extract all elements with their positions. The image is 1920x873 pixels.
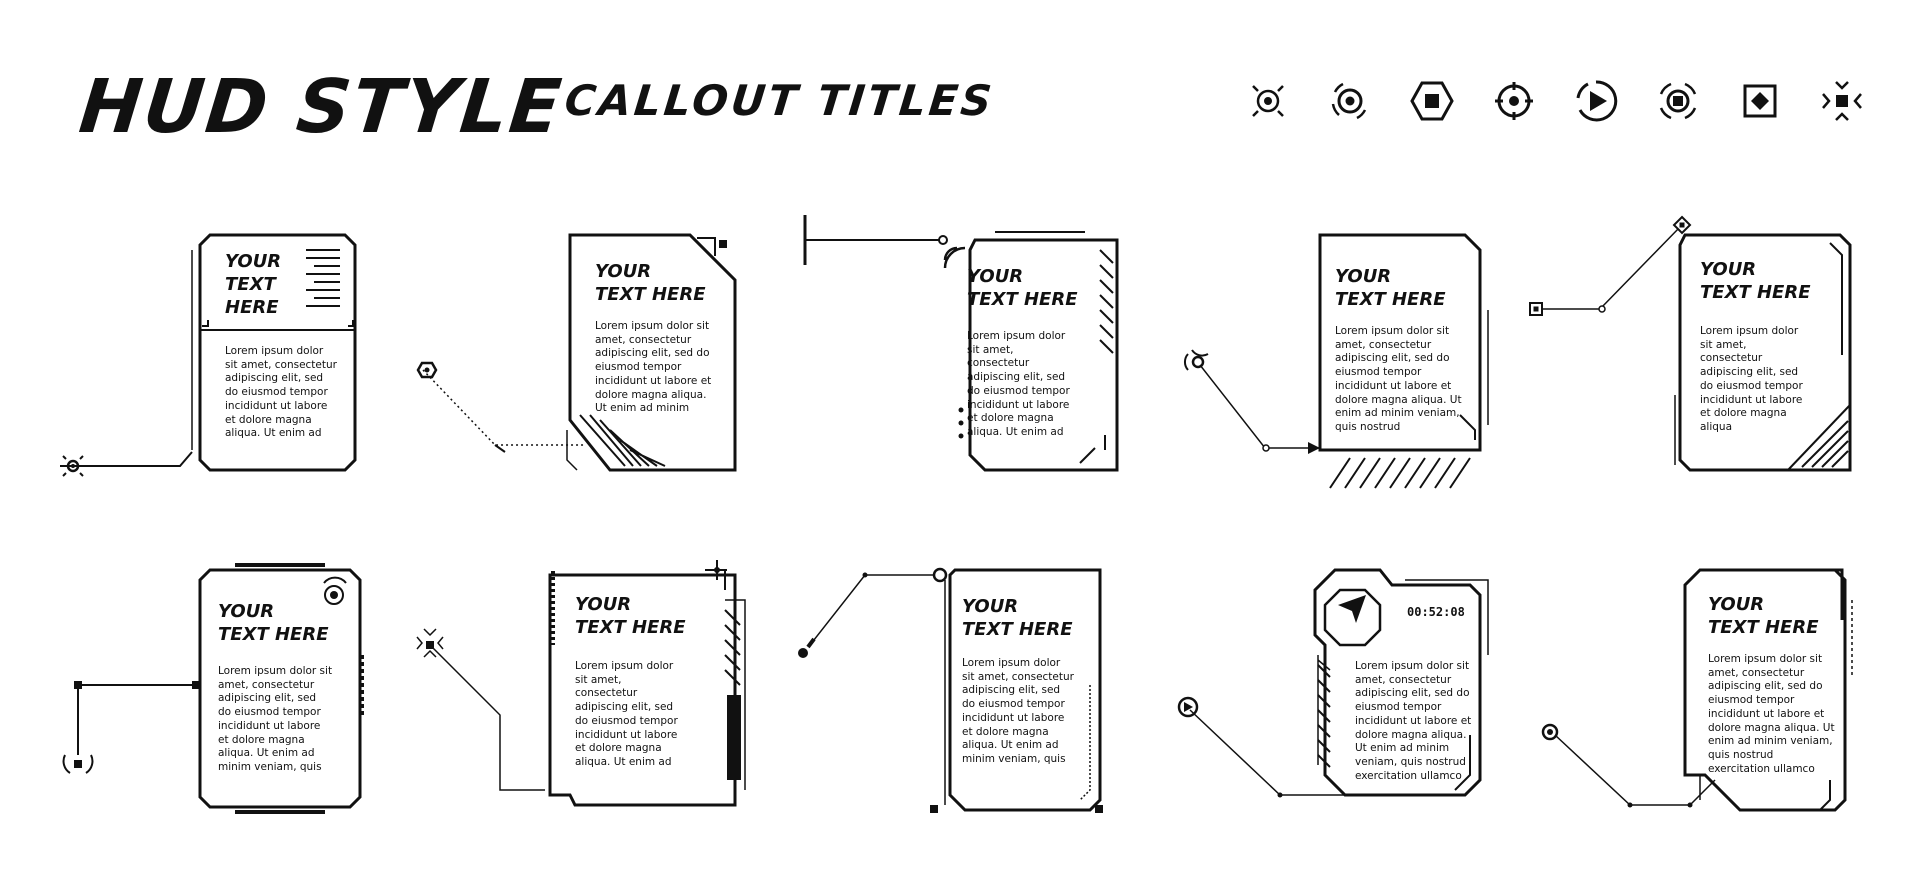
callout-1 [60,230,370,480]
callout-5-frame [1530,215,1865,475]
callout-3-body: Lorem ipsum dolor sit amet, consectetur adipiscing elit, sed do eiusmod tempor incididunt ut labore et dolore magna aliqua. Ut enim ad [967,330,1070,438]
circle-dot-icon [1327,78,1373,124]
play-circle-icon [1573,78,1619,124]
callout-2-body: Lorem ipsum dolor sit amet, consectetur adipiscing elit, sed do eiusmod tempor incididunt ut labore et dolore magna aliqua. Ut enim ad minim [595,320,712,415]
callout-6-heading: YOUR TEXT HERE [218,601,329,645]
target-reticle-icon [1245,78,1291,124]
signal-circle-icon [1655,78,1701,124]
callout-7-body: Lorem ipsum dolor sit amet, consectetur adipiscing elit, sed do eiusmod tempor incididunt ut labore et dolore magna aliqua. Ut enim ad [575,660,678,768]
hexagon-square-icon [1409,78,1455,124]
callout-9-body: Lorem ipsum dolor sit amet, consectetur adipiscing elit, sed do eiusmod tempor incididunt ut labore et dolore magna aliqua. Ut enim ad minim veniam, quis nostrud exercitation ullamco [1355,660,1472,782]
callout-7 [415,565,755,815]
callout-5-body: Lorem ipsum dolor sit amet, consectetur adipiscing elit, sed do eiusmod tempor incididunt ut labore et dolore magna aliqua [1700,325,1803,433]
callout-4-heading: YOUR TEXT HERE [1335,266,1446,310]
callout-5-heading: YOUR TEXT HERE [1700,259,1811,303]
callout-3-frame [795,210,1130,485]
callout-6-body: Lorem ipsum dolor sit amet, consectetur adipiscing elit, sed do eiusmod tempor incididunt ut labore et dolore magna aliqua. Ut enim ad minim veniam, quis [218,665,333,773]
icon-row [1245,78,1865,124]
callout-8-frame [790,565,1130,820]
callout-8-heading: YOUR TEXT HERE [962,596,1073,640]
callout-3-heading: YOUR TEXT HERE [967,266,1078,310]
callout-1-body: Lorem ipsum dolor sit amet, consectetur adipiscing elit, sed do eiusmod tempor incididunt ut labore et dolore magna aliqua. Ut enim ad [225,345,337,440]
diamond-square-icon [1737,78,1783,124]
callout-3 [795,210,1130,485]
callout-1-heading: YOUR TEXT HERE [225,251,282,318]
arrows-center-icon [1819,78,1865,124]
circle-crosshair-icon [1491,78,1537,124]
callout-9 [1170,565,1510,815]
callout-2 [415,230,755,480]
callout-10 [1530,565,1865,820]
callout-8-body: Lorem ipsum dolor sit amet, consectetur adipiscing elit, sed do eiusmod tempor incididunt ut labore et dolore magna aliqua. Ut enim ad minim veniam, quis [962,657,1074,765]
callout-9-timer: 00:52:08 [1407,605,1465,619]
callout-6 [60,565,370,815]
callout-4 [1170,230,1510,490]
callout-10-body: Lorem ipsum dolor sit amet, consectetur adipiscing elit, sed do eiusmod tempor incididunt ut labore et dolore magna aliqua. Ut enim ad minim veniam, quis nostrud exercitation ullamco [1708,653,1835,775]
callout-8 [790,565,1130,820]
callout-10-heading: YOUR TEXT HERE [1708,594,1819,638]
callout-4-body: Lorem ipsum dolor sit amet, consectetur adipiscing elit, sed do eiusmod tempor incididunt ut labore et dolore magna aliqua. Ut enim ad minim veniam, quis nostrud [1335,325,1462,433]
page-title: HUD STYLE [75,64,567,150]
page-subtitle: CALLOUT TITLES [562,76,997,125]
callout-5 [1530,215,1865,475]
callout-7-heading: YOUR TEXT HERE [575,594,686,638]
callout-2-heading: YOUR TEXT HERE [595,261,706,305]
